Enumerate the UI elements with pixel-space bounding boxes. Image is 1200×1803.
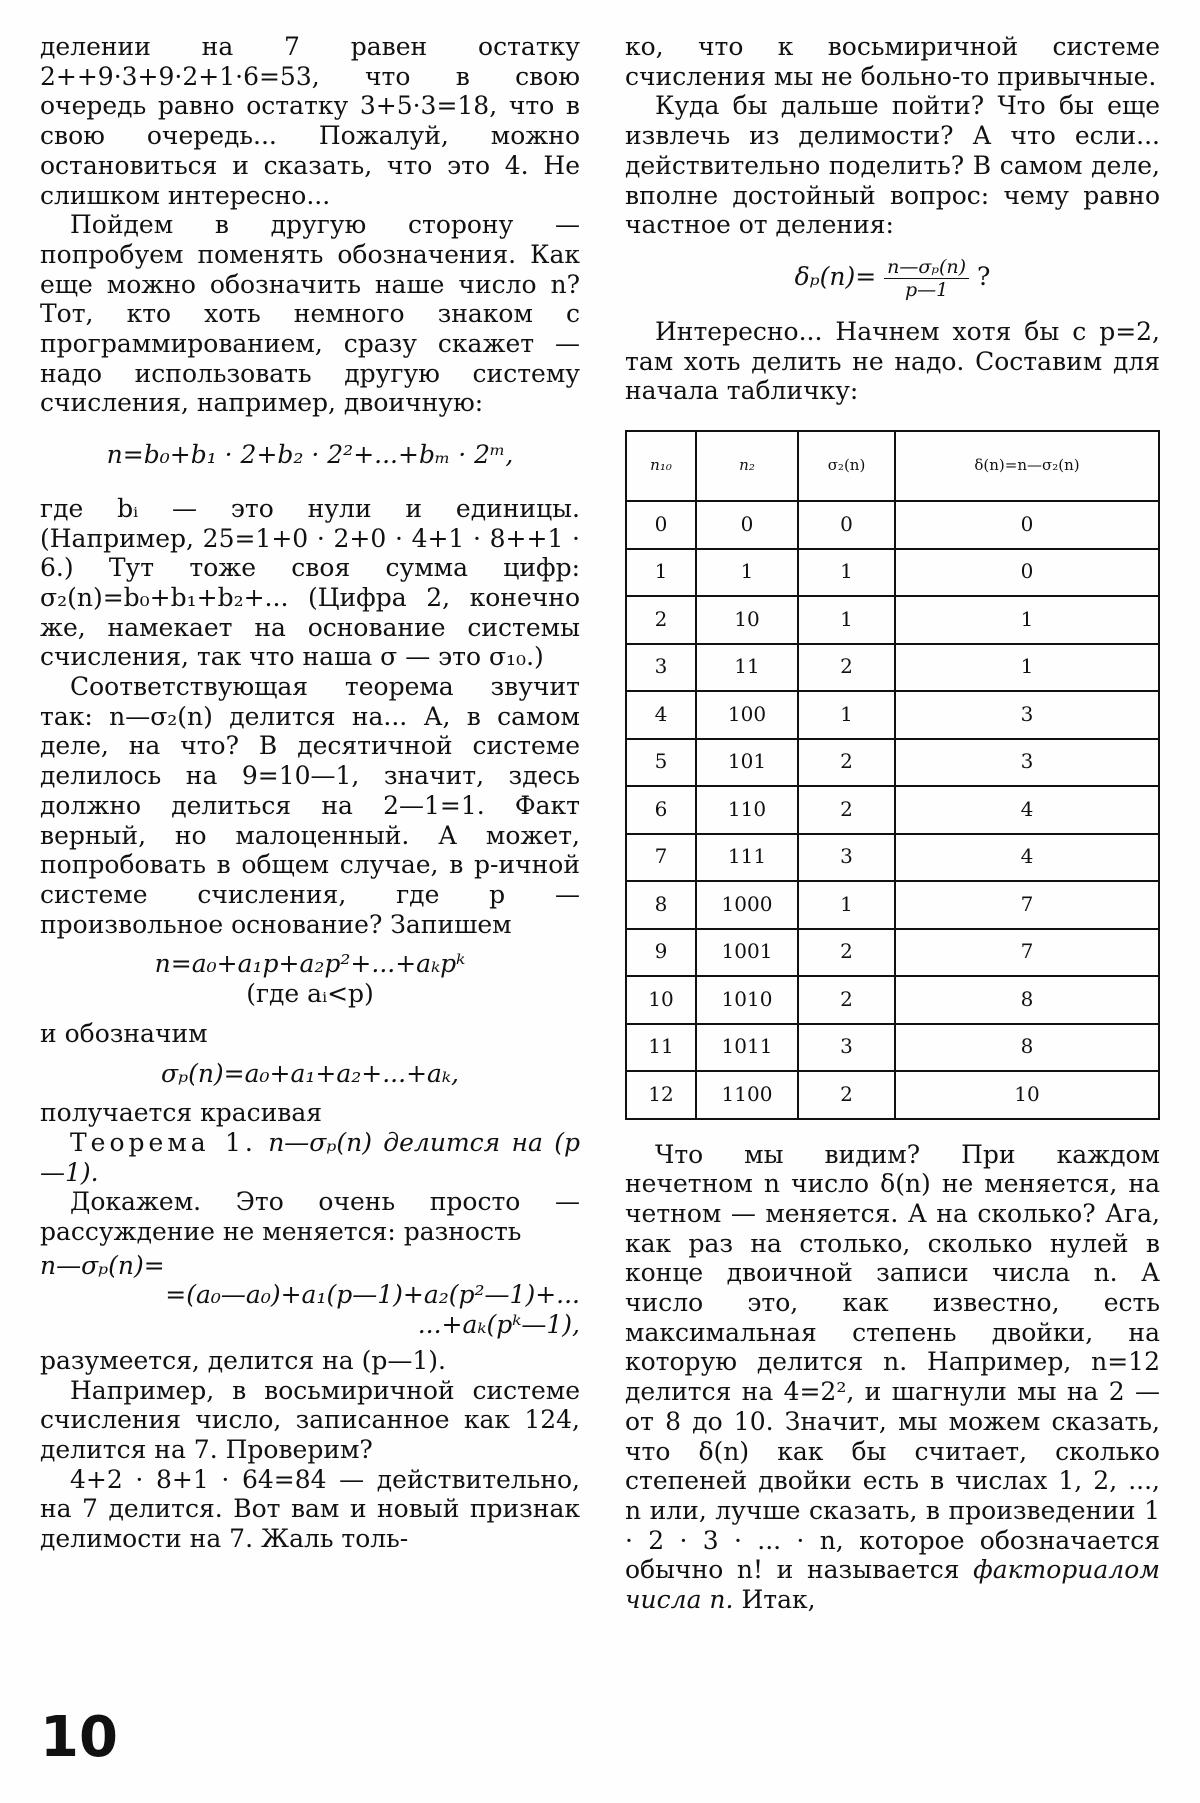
table-cell: 2 [798,739,895,787]
table-cell: 2 [798,929,895,977]
table-cell: 9 [626,929,696,977]
table-cell: 101 [696,739,798,787]
table-cell: 12 [626,1071,696,1119]
formula-difference-lhs: n—σₚ(n)= [40,1250,165,1280]
table-cell: 1 [798,596,895,644]
page-number: 10 [40,1705,118,1770]
table-cell: 1011 [696,1024,798,1072]
table-cell: 0 [696,501,798,549]
fraction-denominator: p—1 [904,278,949,301]
paragraph-text-end: Итак, [741,1585,816,1615]
table-cell: 0 [798,501,895,549]
paragraph: делении на 7 равен остатку 2++9·3+9·2+1·6=53, что в свою очередь равно остатку 3+5·3=18, что в свою очередь... Пожалуй, можно остановиться и сказать, что это 4. Не слишком интересно... [40,32,580,210]
fraction [884,256,969,301]
table-cell: 0 [626,501,696,549]
table-cell: 1001 [696,929,798,977]
table-row [626,501,1159,549]
table-row [626,644,1159,692]
paragraph: и обозначим [40,1018,208,1048]
paragraph: Докажем. Это очень просто — рассуждение не меняется: разность [40,1187,580,1247]
paragraph: где bᵢ — это нули и единицы. (Например, 25=1+0 · 2+0 · 4+1 · 8++1 · 6.) Тут тоже своя сумма цифр: σ₂(n)=b₀+b₁+b₂+... (Цифра 2, конечно же, намекает на основание системы счисления, так что наша σ — это σ₁₀.) [40,493,580,672]
table-row [626,691,1159,739]
emphasis-factorial: факториалом числа n. [625,1555,1160,1615]
table-row [626,596,1159,644]
table-row [626,1071,1159,1119]
table-cell: 4 [895,786,1159,834]
table-cell: 4 [895,834,1159,882]
table-cell: 1000 [696,881,798,929]
table-header-cell: n₂ [696,431,798,501]
table-cell: 5 [626,739,696,787]
table-cell: 2 [798,976,895,1024]
table-cell: 11 [696,644,798,692]
table-row [626,739,1159,787]
table-cell: 3 [895,739,1159,787]
table-cell: 3 [798,1024,895,1072]
table-header-cell: n₁₀ [626,431,696,501]
formula-p-ary-expansion: n=a₀+a₁p+a₂p²+...+aₖpᵏ [154,949,466,979]
table-cell: 7 [895,929,1159,977]
table-cell: 1 [798,549,895,597]
table-row [626,549,1159,597]
formula-quotient-lhs: δₚ(n)= [794,261,877,291]
table-cell: 4 [626,691,696,739]
paragraph-text: Что мы видим? При каждом нечетном n число δ(n) не меняется, на четном — меняется. А на сколько? Ага, как раз на столько, сколько нулей в конце двоичной записи числа n. А число это, как известно, есть максимальная степень двойки, на которую делится n. Например, n=12 делится на 4=2², и шагнули мы на 2 — от 8 до 10. Значит, мы можем сказать, что δ(n) как бы считает, сколько степеней двойки есть в числах 1, 2, ..., n или, лучше сказать, в произведении 1 · 2 · 3 · ... · n, которое обозначается обычно n! и называется [625,1139,1160,1585]
table-cell: 1010 [696,976,798,1024]
table-cell: 0 [895,501,1159,549]
theorem-statement: n—σₚ(n) делится на (p—1). [40,1127,580,1187]
paragraph [625,1140,1160,1615]
table-cell: 10 [696,596,798,644]
table-cell: 8 [626,881,696,929]
right-column [625,32,1160,1615]
paragraph: Соответствующая теорема звучит так: n—σ₂(n) делится на... А, в самом деле, на что? В десятичной системе делилось на 9=10—1, значит, здесь должно делиться на 2—1=1. Факт верный, но малоценный. А может, попробовать в общем случае, в p-ичной системе счисления, где p — произвольное основание? Запишем [40,672,580,939]
table-row [626,976,1159,1024]
table-cell: 1100 [696,1071,798,1119]
formula-question-mark: ? [976,261,991,291]
table-cell: 7 [895,881,1159,929]
paragraph: разумеется, делится на (p—1). [40,1345,446,1375]
table-cell: 2 [626,596,696,644]
table-cell: 7 [626,834,696,882]
table-cell: 1 [696,549,798,597]
table-cell: 10 [626,976,696,1024]
table-row [626,786,1159,834]
table-row [626,1024,1159,1072]
table-cell: 1 [895,596,1159,644]
left-column [40,32,580,1554]
paragraph: Куда бы дальше пойти? Что бы еще извлечь из делимости? А что если... действительно поделить? В самом деле, вполне достойный вопрос: чему равно частное от деления: [625,91,1160,240]
fraction-numerator: n—σₚ(n) [884,256,969,279]
table-cell: 8 [895,976,1159,1024]
table-row [626,881,1159,929]
table-cell: 6 [626,786,696,834]
table-cell: 2 [798,644,895,692]
paragraph: 4+2 · 8+1 · 64=84 — действительно, на 7 делится. Вот вам и новый признак делимости на 7. Жаль толь- [40,1464,580,1554]
table-cell: 2 [798,1071,895,1119]
paragraph: Интересно... Начнем хотя бы с p=2, там хоть делить не надо. Составим для начала табличку: [625,316,1160,406]
table-cell: 2 [798,786,895,834]
theorem-1 [40,1128,580,1187]
table-row [626,834,1159,882]
table-cell: 3 [895,691,1159,739]
table-cell: 1 [798,881,895,929]
table-cell: 111 [696,834,798,882]
table-cell: 110 [696,786,798,834]
formula-digit-sum: σₚ(n)=a₀+a₁+a₂+...+aₖ, [161,1058,459,1088]
table-cell: 10 [895,1071,1159,1119]
table-cell: 11 [626,1024,696,1072]
formula-quotient [625,256,1160,301]
table-cell: 1 [895,644,1159,692]
paragraph: ко, что к восьмиричной системе счисления мы не больно-то привычные. [625,32,1160,91]
table-cell: 1 [626,549,696,597]
table-cell: 3 [798,834,895,882]
formula-difference-rhs-end: ...+aₖ(pᵏ—1), [417,1310,580,1340]
paragraph: Например, в восьмиричной системе счисления число, записанное как 124, делится на 7. Проверим? [40,1375,580,1464]
table-cell: 1 [798,691,895,739]
binary-table [625,430,1160,1120]
theorem-label: Теорема 1. [70,1127,257,1157]
table-cell: 0 [895,549,1159,597]
table-header-row [626,431,1159,501]
table-header-cell: δ(n)=n—σ₂(n) [895,431,1159,501]
table-row [626,929,1159,977]
table-cell: 100 [696,691,798,739]
formula-difference-rhs: =(a₀—a₀)+a₁(p—1)+a₂(p²—1)+... [165,1280,580,1310]
table-header-cell: σ₂(n) [798,431,895,501]
paragraph: Пойдем в другую сторону — попробуем поменять обозначения. Как еще можно обозначить наше число n? Тот, кто хоть немного знаком с программированием, сразу скажет — надо использовать другую систему счисления, например, двоичную: [40,210,580,418]
table-cell: 3 [626,644,696,692]
formula-condition: (где aᵢ<p) [246,979,374,1009]
formula-binary-expansion: n=b₀+b₁ · 2+b₂ · 2²+...+bₘ · 2ᵐ, [106,440,514,470]
paragraph: получается красивая [40,1098,323,1128]
table-cell: 8 [895,1024,1159,1072]
